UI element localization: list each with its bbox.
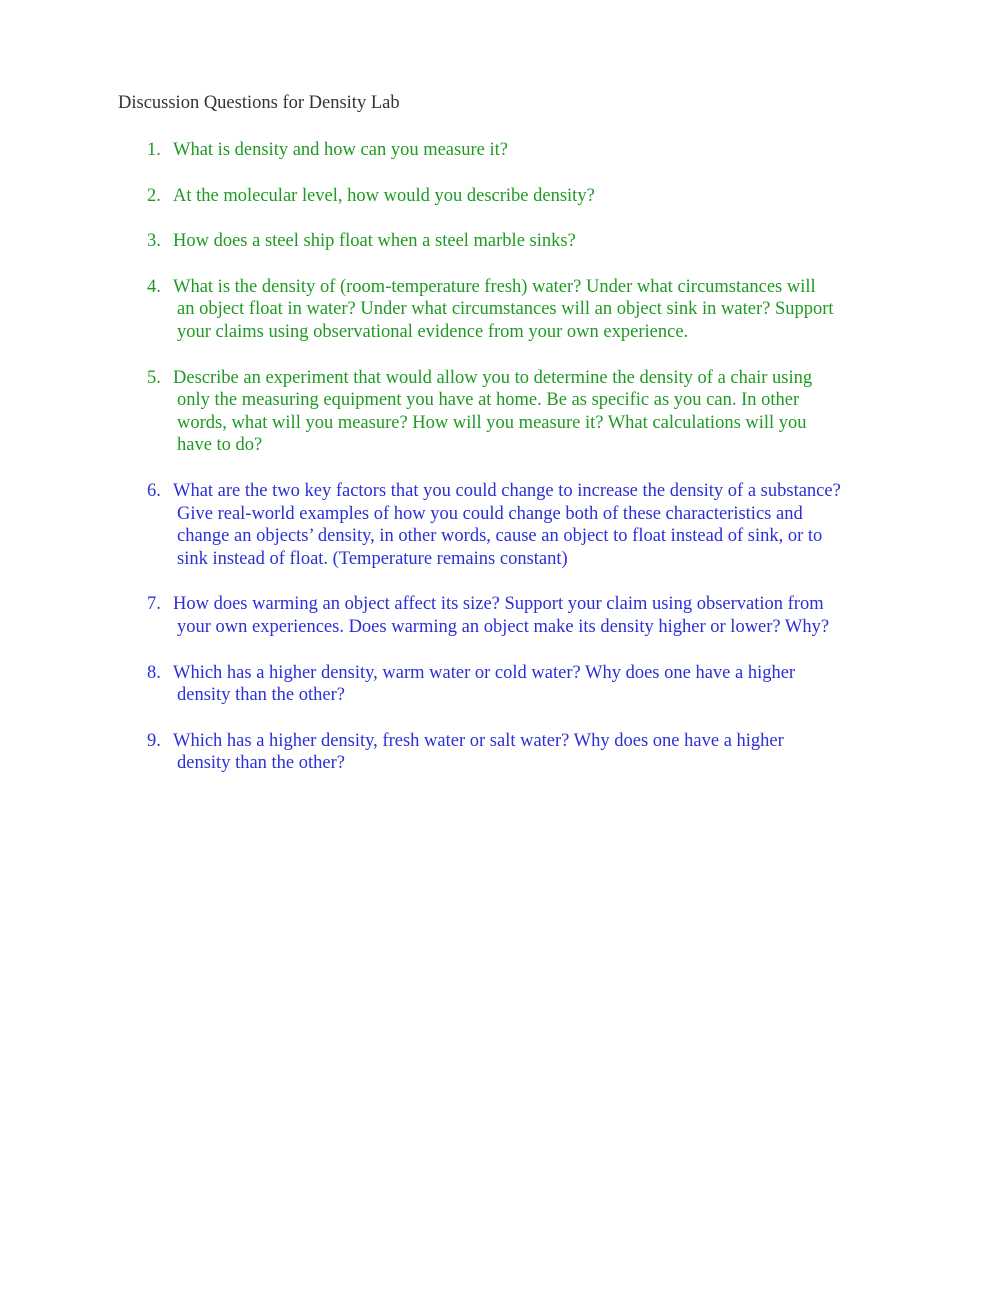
- question-item: [147, 139, 841, 162]
- question-number: 7.: [147, 594, 161, 615]
- document-title: Discussion Questions for Density Lab: [118, 93, 400, 113]
- question-text-line: have to do?: [177, 435, 263, 456]
- question-number: 1.: [147, 140, 161, 160]
- question-text-line: How does warming an object affect its size? Support your claim using observation from: [173, 594, 824, 615]
- question-text-line: Describe an experiment that would allow you to determine the density of a chair using: [173, 367, 813, 388]
- question-text-line: your claims using observational evidence from your own experience.: [177, 321, 689, 342]
- question-text-line: Which has a higher density, warm water or cold water? Why does one have a higher: [173, 662, 796, 683]
- question-text-line: Which has a higher density, fresh water or salt water? Why does one have a higher: [173, 730, 784, 751]
- question-number: 5.: [147, 367, 161, 388]
- question-text-line: density than the other?: [177, 685, 345, 706]
- question-text-line: How does a steel ship float when a steel marble sinks?: [173, 231, 576, 252]
- question-item: [147, 185, 841, 208]
- question-text-line: only the measuring equipment you have at home. Be as specific as you can. In other: [177, 390, 800, 411]
- question-text-line: density than the other?: [177, 753, 345, 774]
- question-item: [147, 367, 841, 457]
- question-number: 4.: [147, 276, 161, 297]
- question-text-line: words, what will you measure? How will you measure it? What calculations will you: [177, 412, 807, 433]
- question-text-line: sink instead of float. (Temperature remains constant): [177, 548, 568, 569]
- question-item: [147, 480, 841, 570]
- question-text-line: your own experiences. Does warming an object make its density higher or lower? Why?: [177, 616, 830, 637]
- question-text-line: Give real-world examples of how you could change both of these characteristics and: [177, 503, 803, 524]
- question-text-line: change an objects’ density, in other words, cause an object to float instead of sink, or to: [177, 526, 823, 547]
- question-text-line: What is the density of (room-temperature fresh) water? Under what circumstances will: [173, 276, 816, 297]
- question-list: [147, 139, 841, 798]
- question-number: 3.: [147, 231, 161, 252]
- question-number: 6.: [147, 480, 161, 501]
- question-number: 9.: [147, 730, 161, 751]
- question-text-line: At the molecular level, how would you describe density?: [173, 185, 595, 206]
- question-number: 8.: [147, 662, 161, 683]
- question-text-line: What is density and how can you measure it?: [173, 140, 508, 160]
- question-item: [147, 593, 841, 638]
- question-number: 2.: [147, 185, 161, 206]
- question-item: [147, 662, 841, 707]
- question-item: [147, 230, 841, 253]
- question-text-line: What are the two key factors that you could change to increase the density of a substance?: [173, 480, 841, 501]
- question-item: [147, 730, 841, 775]
- question-text-line: an object float in water? Under what circumstances will an object sink in water? Support: [177, 299, 834, 320]
- question-item: [147, 276, 841, 344]
